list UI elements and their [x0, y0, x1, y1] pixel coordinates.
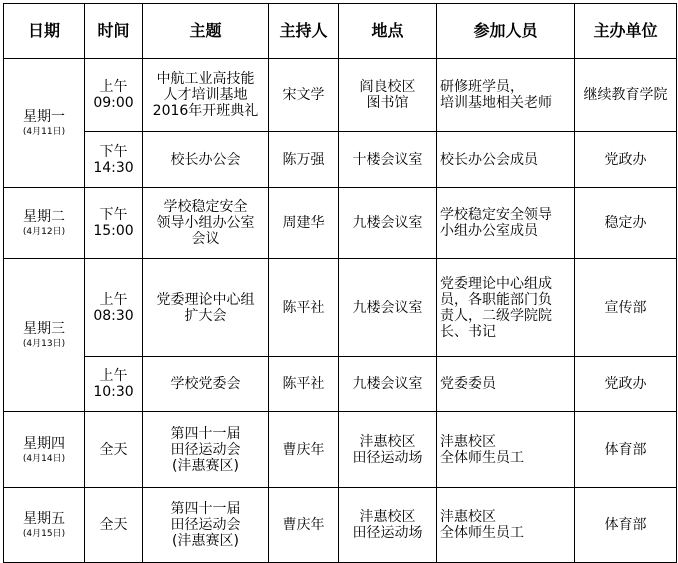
location-cell: [339, 412, 437, 488]
time-period: 上午: [99, 291, 128, 308]
location-line: 图书馆: [366, 95, 409, 111]
table-row: [4, 188, 677, 259]
location-cell: [339, 188, 437, 259]
time-cell: [85, 59, 143, 132]
topic-line: 第四十一届: [170, 425, 241, 442]
table-row: [4, 488, 677, 563]
topic-line: (沣惠赛区): [172, 533, 239, 549]
location-cell: [339, 259, 437, 357]
topic-cell: [143, 488, 269, 563]
time-cell: [85, 259, 143, 357]
participants-line: 党委理论中心组成: [440, 275, 552, 292]
participants-line: 员，各职能部门负: [440, 291, 552, 308]
topic-line: 学校党委会: [170, 376, 241, 392]
table-row: [4, 259, 677, 357]
day-cell: [4, 59, 85, 188]
time-cell: [85, 488, 143, 563]
location-cell: [339, 59, 437, 132]
host-cell: 陈平社: [269, 259, 339, 357]
table-row: [4, 59, 677, 132]
topic-line: 田径运动会: [170, 441, 241, 458]
organizer-cell: 宣传部: [575, 259, 677, 357]
participants-line: 培训基地相关老师: [440, 95, 552, 111]
time-period: 下午: [99, 207, 128, 223]
organizer-cell: 稳定办: [575, 188, 677, 259]
location-cell: [339, 357, 437, 412]
time-clock: 08:30: [93, 307, 134, 324]
date-label: (4月15日): [22, 529, 66, 539]
organizer-cell: 继续教育学院: [575, 59, 677, 132]
topic-cell: [143, 412, 269, 488]
time-cell: [85, 412, 143, 488]
header-participants: 参加人员: [437, 4, 575, 59]
header-organizer: 主办单位: [575, 4, 677, 59]
participants-cell: [437, 357, 575, 412]
host-cell: 曹庆年: [269, 412, 339, 488]
topic-cell: [143, 188, 269, 259]
participants-line: 全体师生员工: [440, 525, 524, 541]
location-line: 沣惠校区: [359, 509, 416, 525]
topic-cell: [143, 132, 269, 188]
location-line: 田径运动场: [352, 525, 423, 541]
location-line: 沣惠校区: [359, 433, 416, 450]
organizer-cell: 体育部: [575, 412, 677, 488]
participants-line: 沣惠校区: [440, 433, 496, 450]
location-line: 九楼会议室: [352, 215, 423, 231]
table-row: [4, 132, 677, 188]
participants-cell: [437, 259, 575, 357]
organizer-cell: 党政办: [575, 132, 677, 188]
participants-line: 全体师生员工: [440, 449, 524, 466]
participants-line: 小组办公室成员: [440, 223, 538, 239]
date-label: (4月11日): [22, 127, 66, 137]
table-row: [4, 412, 677, 488]
location-line: 九楼会议室: [352, 376, 423, 392]
time-period: 全天: [99, 441, 128, 458]
time-clock: 15:00: [93, 223, 134, 239]
organizer-cell: 体育部: [575, 488, 677, 563]
topic-line: 校长办公会: [170, 151, 241, 168]
topic-cell: [143, 259, 269, 357]
organizer-cell: 党政办: [575, 357, 677, 412]
location-line: 阎良校区: [359, 79, 416, 95]
time-clock: 14:30: [93, 159, 134, 176]
topic-line: 学校稳定安全: [163, 199, 248, 215]
time-period: 全天: [99, 517, 128, 533]
time-period: 上午: [99, 79, 128, 95]
location-line: 九楼会议室: [352, 299, 423, 316]
day-label: 星期二: [23, 209, 65, 225]
topic-line: 2016年开班典礼: [152, 103, 259, 119]
topic-cell: [143, 59, 269, 132]
host-cell: 周建华: [269, 188, 339, 259]
header-date: 日期: [4, 4, 85, 59]
schedule-table: [3, 3, 677, 563]
topic-line: 扩大会: [184, 307, 227, 324]
day-cell: [4, 259, 85, 412]
location-line: 十楼会议室: [352, 151, 423, 168]
day-label: 星期四: [23, 435, 65, 452]
date-label: (4月13日): [22, 339, 66, 349]
participants-line: 学校稳定安全领导: [440, 207, 552, 223]
topic-cell: [143, 357, 269, 412]
topic-line: 中航工业高技能: [156, 71, 255, 87]
header-location: 地点: [339, 4, 437, 59]
participants-cell: [437, 132, 575, 188]
day-cell: [4, 188, 85, 259]
participants-cell: [437, 188, 575, 259]
host-cell: 陈平社: [269, 357, 339, 412]
header-time: 时间: [85, 4, 143, 59]
header-host: 主持人: [269, 4, 339, 59]
time-cell: [85, 357, 143, 412]
participants-cell: [437, 412, 575, 488]
location-line: 田径运动场: [352, 449, 423, 466]
day-cell: [4, 412, 85, 488]
host-cell: 宋文学: [269, 59, 339, 132]
location-cell: [339, 132, 437, 188]
topic-line: 党委理论中心组: [156, 291, 255, 308]
topic-line: 田径运动会: [170, 517, 241, 533]
day-label: 星期五: [23, 511, 65, 527]
location-cell: [339, 488, 437, 563]
topic-line: 人才培训基地: [163, 87, 248, 103]
topic-line: 领导小组办公室: [156, 215, 255, 231]
participants-line: 研修班学员，: [440, 79, 524, 95]
participants-cell: [437, 488, 575, 563]
participants-line: 党委委员: [440, 376, 496, 392]
time-cell: [85, 132, 143, 188]
table-row: [4, 357, 677, 412]
participants-cell: [437, 59, 575, 132]
date-label: (4月12日): [22, 227, 66, 237]
time-cell: [85, 188, 143, 259]
header-row: [4, 4, 677, 59]
participants-line: 责人，二级学院院: [440, 307, 552, 324]
time-clock: 10:30: [93, 384, 134, 400]
day-label: 星期一: [23, 109, 65, 125]
participants-line: 校长办公会成员: [440, 151, 538, 168]
topic-line: (沣惠赛区): [172, 457, 239, 474]
header-topic: 主题: [143, 4, 269, 59]
host-cell: 曹庆年: [269, 488, 339, 563]
topic-line: 会议: [191, 231, 220, 247]
day-label: 星期三: [23, 321, 65, 337]
topic-line: 第四十一届: [170, 501, 241, 517]
time-period: 下午: [99, 143, 128, 160]
time-clock: 09:00: [93, 95, 134, 111]
host-cell: 陈万强: [269, 132, 339, 188]
participants-line: 长、书记: [440, 323, 496, 340]
date-label: (4月14日): [22, 453, 66, 464]
time-period: 上午: [99, 368, 128, 384]
day-cell: [4, 488, 85, 563]
participants-line: 沣惠校区: [440, 509, 496, 525]
